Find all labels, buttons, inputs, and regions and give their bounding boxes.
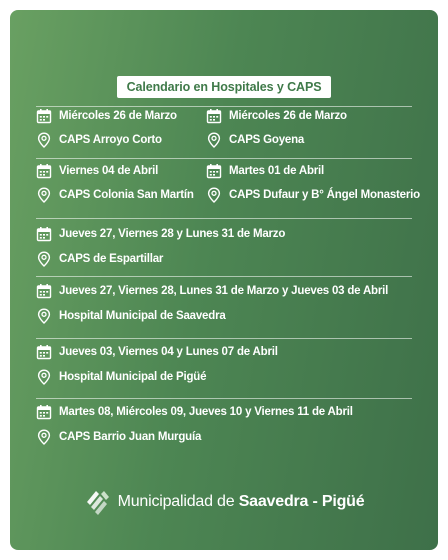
calendar-icon [36, 283, 52, 299]
page-title: Calendario en Hospitales y CAPS [117, 76, 332, 98]
footer-brand [118, 493, 365, 511]
calendar-icon [36, 108, 52, 124]
entry-date-text: Viernes 04 de Abril [59, 165, 159, 177]
entry-place-text: Hospital Municipal de Saavedra [59, 310, 226, 322]
entry-date [206, 108, 347, 124]
entry-place-text: CAPS de Espartillar [59, 253, 164, 265]
calendar-icon [36, 344, 52, 360]
entry-place [206, 187, 420, 203]
title-wrap [10, 76, 438, 98]
divider [36, 106, 412, 107]
entry-place [36, 251, 163, 267]
entry-place-text: CAPS Arroyo Corto [59, 134, 162, 146]
footer [10, 488, 438, 516]
location-pin-icon [36, 251, 52, 267]
calendar-icon [36, 163, 52, 179]
location-pin-icon [36, 369, 52, 385]
entry-place [36, 429, 201, 445]
entry-date [206, 163, 324, 179]
divider [36, 158, 412, 159]
divider [36, 338, 412, 339]
entry-date-text: Miércoles 26 de Marzo [229, 110, 347, 122]
entry-date-text: Martes 08, Miércoles 09, Jueves 10 y Viernes 11 de Abril [59, 406, 353, 418]
entry-place [206, 132, 304, 148]
entry-place-text: Hospital Municipal de Pigüé [59, 371, 207, 383]
entry-date [36, 283, 388, 299]
entry-place [36, 187, 194, 203]
schedule-card [10, 10, 438, 550]
calendar-icon [36, 404, 52, 420]
entry-date [36, 108, 177, 124]
entry-date-text: Miércoles 26 de Marzo [59, 110, 177, 122]
footer-prefix: Municipalidad de [117, 493, 239, 510]
entry-place-text: CAPS Colonia San Martín [59, 189, 194, 201]
entry-date-text: Jueves 27, Viernes 28, Lunes 31 de Marzo y Jueves 03 de Abril [59, 285, 389, 297]
footer-bold: Saavedra - Pigüé [238, 493, 365, 510]
entry-date [36, 404, 353, 420]
calendar-icon [36, 226, 52, 242]
location-pin-icon [36, 187, 52, 203]
entry-place-text: CAPS Dufaur y B° Ángel Monasterio [229, 189, 420, 201]
location-pin-icon [206, 187, 222, 203]
calendar-icon [206, 108, 222, 124]
location-pin-icon [206, 132, 222, 148]
entry-place-text: CAPS Barrio Juan Murguía [59, 431, 202, 443]
location-pin-icon [36, 308, 52, 324]
divider [36, 276, 412, 277]
calendar-icon [206, 163, 222, 179]
entry-place [36, 308, 226, 324]
location-pin-icon [36, 429, 52, 445]
divider [36, 218, 412, 219]
entry-date-text: Jueves 03, Viernes 04 y Lunes 07 de Abril [59, 346, 278, 358]
divider [36, 398, 412, 399]
entry-date-text: Jueves 27, Viernes 28 y Lunes 31 de Marzo [59, 228, 286, 240]
entry-date [36, 226, 285, 242]
entry-place-text: CAPS Goyena [229, 134, 305, 146]
entry-date [36, 163, 158, 179]
municipal-logo-icon [84, 488, 112, 516]
entry-place [36, 369, 206, 385]
entry-date [36, 344, 278, 360]
entry-date-text: Martes 01 de Abril [229, 165, 325, 177]
entry-place [36, 132, 162, 148]
location-pin-icon [36, 132, 52, 148]
